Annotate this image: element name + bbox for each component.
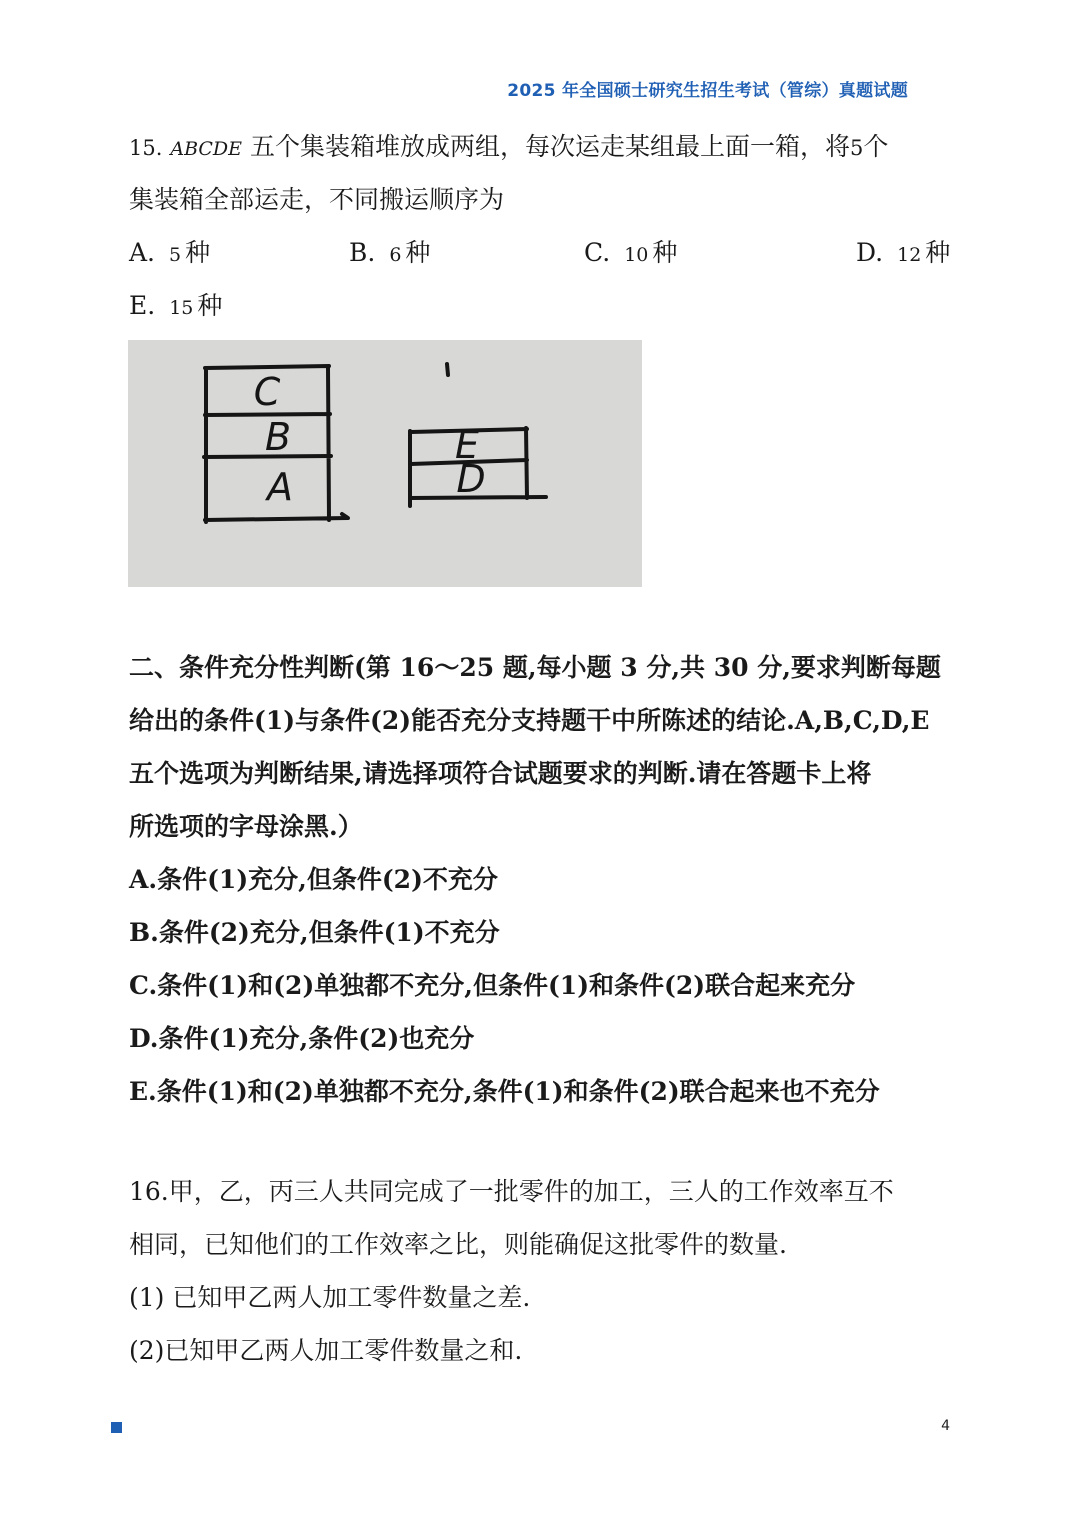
judgment-option-c: C.条件(1)和(2)单独都不充分,但条件(1)和条件(2)联合起来充分 [129, 971, 856, 1000]
q15-stem-line2: 集装箱全部运走，不同搬运顺序为 [129, 185, 505, 214]
q15-option-e [129, 289, 222, 325]
box-label-c: C [253, 370, 281, 414]
q15-count: 5 [850, 136, 864, 160]
q16-stem-line1: 16.甲，乙，丙三人共同完成了一批零件的加工，三人的工作效率互不 [129, 1177, 894, 1206]
judgment-option-a: A.条件(1)充分,但条件(2)不充分 [129, 865, 498, 894]
q15-letters: ABCDE [170, 138, 243, 160]
footer-accent-square [111, 1422, 122, 1433]
option-value: 15 [169, 297, 194, 319]
option-unit: 种 [925, 238, 951, 267]
stack-drawing [128, 340, 642, 587]
option-label: D. [856, 238, 884, 267]
option-unit: 种 [197, 291, 223, 320]
q16-condition-2: (2)已知甲乙两人加工零件数量之和. [129, 1336, 523, 1365]
judgment-option-d: D.条件(1)充分,条件(2)也充分 [129, 1024, 475, 1053]
option-value: 12 [897, 244, 922, 266]
option-label: A. [129, 238, 156, 267]
q15-stem-b: 个 [863, 132, 889, 161]
q15-stem-a: 五个集装箱堆放成两组，每次运走某组最上面一箱，将 [250, 132, 851, 161]
option-unit: 种 [405, 238, 431, 267]
option-unit: 种 [185, 238, 211, 267]
option-value: 6 [389, 244, 402, 266]
q15-option-d [856, 236, 950, 272]
q15-option-a [129, 236, 210, 272]
section2-intro-line1: 二、条件充分性判断(第 16～25 题,每小题 3 分,共 30 分,要求判断每题 [129, 653, 941, 682]
judgment-option-e: E.条件(1)和(2)单独都不充分,条件(1)和条件(2)联合起来也不充分 [129, 1077, 880, 1106]
option-label: E. [129, 291, 156, 320]
option-unit: 种 [652, 238, 678, 267]
section2-intro-line2: 给出的条件(1)与条件(2)能否充分支持题干中所陈述的结论.A,B,C,D,E [129, 706, 930, 735]
q16-condition-1: (1) 已知甲乙两人加工零件数量之差. [129, 1283, 531, 1312]
judgment-option-b: B.条件(2)充分,但条件(1)不充分 [129, 918, 500, 947]
q15-option-c [584, 236, 677, 272]
option-value: 5 [169, 244, 182, 266]
header-title: 2025 年全国硕士研究生招生考试（管综）真题试题 [507, 81, 908, 101]
box-label-b: B [264, 415, 292, 459]
option-label: C. [584, 238, 611, 267]
tick-mark [447, 364, 448, 375]
q16-stem-line2: 相同，已知他们的工作效率之比，则能确促这批零件的数量. [129, 1230, 787, 1259]
section2-intro-line4: 所选项的字母涂黑.） [129, 812, 363, 841]
q15-option-b [349, 236, 430, 272]
option-label: B. [349, 238, 376, 267]
q15-number: 15. [129, 136, 163, 160]
box-label-e: E [454, 423, 480, 467]
q15-stack-figure [128, 340, 642, 587]
q15-stem-line1 [129, 130, 888, 166]
box-label-d: D [456, 457, 486, 501]
page-number: 4 [941, 1418, 950, 1434]
option-value: 10 [624, 244, 649, 266]
box-label-a: A [267, 465, 293, 509]
section2-intro-line3: 五个选项为判断结果,请选择项符合试题要求的判断.请在答题卡上将 [129, 759, 872, 788]
